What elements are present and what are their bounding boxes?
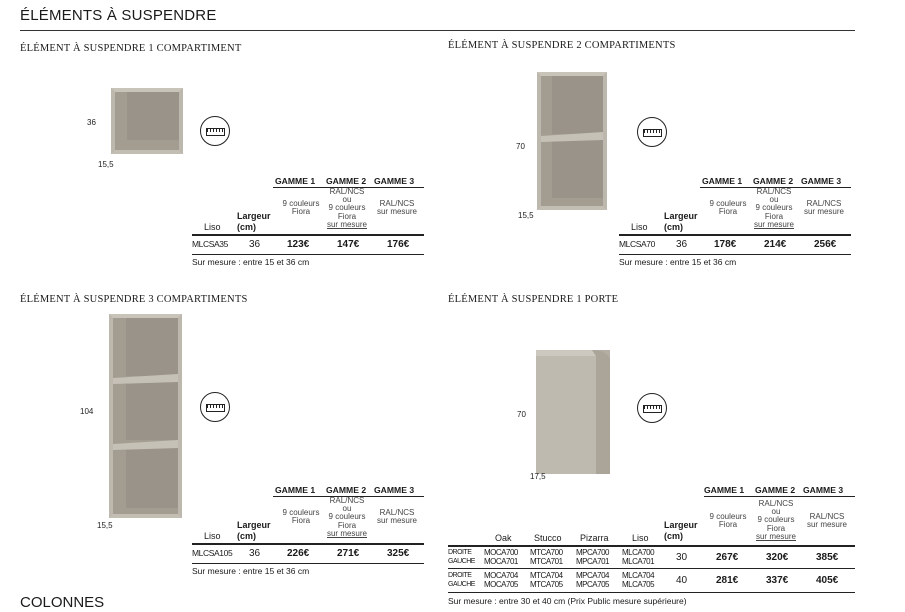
width-value: 40 <box>676 575 688 586</box>
gamme-2-header: GAMME 2 <box>753 176 794 186</box>
ruler-icon <box>637 393 667 423</box>
dim-depth: 15,5 <box>98 160 114 169</box>
price-table-3 <box>192 485 424 577</box>
section-title-2-compartiments: ÉLÉMENT À SUSPENDRE 2 COMPARTIMENTS <box>448 40 676 51</box>
width-value: 36 <box>249 548 261 559</box>
title-divider <box>20 30 855 31</box>
section-title-1-porte: ÉLÉMENT À SUSPENDRE 1 PORTE <box>448 294 619 305</box>
price-table-porte <box>448 485 855 610</box>
price-gamme-1: 281€ <box>716 575 739 586</box>
largeur-header: Largeur (cm) <box>237 211 271 232</box>
gamme-1-desc: 9 couleurs Fiora <box>709 199 747 217</box>
width-value: 30 <box>676 552 688 563</box>
custom-size-note: Sur mesure : entre 30 et 40 cm (Prix Public mesure supérieure) <box>448 596 687 606</box>
dim-depth: 15,5 <box>97 521 113 530</box>
gamme-1-desc: 9 couleurs Fiora <box>282 508 320 526</box>
reference-code: MLCSA105 <box>192 548 233 558</box>
price-gamme-2: 214€ <box>764 239 787 250</box>
ruler-icon <box>200 116 230 146</box>
gamme-1-header: GAMME 1 <box>275 176 316 186</box>
stucco-ref-cell: MTCA704 MTCA705 <box>530 571 563 589</box>
price-table-1 <box>192 176 424 268</box>
price-gamme-2: 271€ <box>337 548 360 559</box>
dim-height: 104 <box>80 407 94 416</box>
price-gamme-3: 256€ <box>814 239 837 250</box>
gamme-3-header: GAMME 3 <box>803 485 844 495</box>
price-gamme-1: 123€ <box>287 239 310 250</box>
finish-pizarra-header: Pizarra <box>580 533 609 543</box>
custom-size-note: Sur mesure : entre 15 et 36 cm <box>192 566 310 576</box>
price-gamme-2: 147€ <box>337 239 360 250</box>
largeur-header: Largeur (cm) <box>664 211 698 232</box>
price-gamme-1: 267€ <box>716 552 739 563</box>
pizarra-ref-cell: MPCA700 MPCA701 <box>576 548 609 566</box>
finish-oak-header: Oak <box>495 533 512 543</box>
next-section-title: COLONNES <box>20 594 105 611</box>
gamme-2-desc: RAL/NCS ou 9 couleurs Fiora sur mesure <box>326 187 367 229</box>
ruler-icon <box>637 117 667 147</box>
price-gamme-2: 320€ <box>766 552 789 563</box>
orientation-cell: DROITE GAUCHE <box>448 549 475 565</box>
finish-liso-header: Liso <box>204 222 221 232</box>
custom-size-note: Sur mesure : entre 15 et 36 cm <box>619 257 737 267</box>
price-gamme-3: 176€ <box>387 239 410 250</box>
price-gamme-2: 337€ <box>766 575 789 586</box>
gamme-2-header: GAMME 2 <box>755 485 796 495</box>
dim-height: 36 <box>87 118 96 127</box>
gamme-3-header: GAMME 3 <box>374 176 415 186</box>
finish-liso-header: Liso <box>631 222 648 232</box>
cabinet-2-compartiments-image <box>532 70 612 212</box>
gamme-3-desc: RAL/NCS sur mesure <box>803 199 844 217</box>
finish-liso-header: Liso <box>632 533 649 543</box>
dim-height: 70 <box>517 410 526 419</box>
gamme-1-desc: 9 couleurs Fiora <box>282 199 320 217</box>
width-value: 36 <box>249 239 261 250</box>
ruler-icon <box>200 392 230 422</box>
liso-ref-cell: MLCA704 MLCA705 <box>622 571 655 589</box>
largeur-header: Largeur (cm) <box>237 520 271 541</box>
gamme-3-header: GAMME 3 <box>801 176 842 186</box>
price-gamme-1: 226€ <box>287 548 310 559</box>
gamme-3-desc: RAL/NCS sur mesure <box>376 199 417 217</box>
gamme-2-header: GAMME 2 <box>326 176 367 186</box>
price-table-2 <box>619 176 851 268</box>
width-value: 36 <box>676 239 688 250</box>
liso-ref-cell: MLCA700 MLCA701 <box>622 548 655 566</box>
finish-stucco-header: Stucco <box>534 533 562 543</box>
oak-ref-cell: MOCA700 MOCA701 <box>484 548 518 566</box>
gamme-1-header: GAMME 1 <box>704 485 745 495</box>
reference-code: MLCSA70 <box>619 239 655 249</box>
page-title: ÉLÉMENTS À SUSPENDRE <box>20 7 217 24</box>
gamme-1-header: GAMME 1 <box>275 485 316 495</box>
dim-height: 70 <box>516 142 525 151</box>
gamme-2-desc: RAL/NCS ou 9 couleurs Fiora sur mesure <box>326 496 367 538</box>
cabinet-1-porte-image <box>532 346 616 478</box>
gamme-3-desc: RAL/NCS sur mesure <box>806 512 847 530</box>
dim-depth: 15,5 <box>518 211 534 220</box>
gamme-1-header: GAMME 1 <box>702 176 743 186</box>
gamme-3-desc: RAL/NCS sur mesure <box>376 508 417 526</box>
stucco-ref-cell: MTCA700 MTCA701 <box>530 548 563 566</box>
reference-code: MLCSA35 <box>192 239 228 249</box>
finish-liso-header: Liso <box>204 531 221 541</box>
price-gamme-1: 178€ <box>714 239 737 250</box>
custom-size-note: Sur mesure : entre 15 et 36 cm <box>192 257 310 267</box>
cabinet-1-compartiment-image <box>108 86 188 156</box>
gamme-2-header: GAMME 2 <box>326 485 367 495</box>
cabinet-3-compartiments-image <box>105 312 187 520</box>
price-gamme-3: 325€ <box>387 548 410 559</box>
section-title-3-compartiments: ÉLÉMENT À SUSPENDRE 3 COMPARTIMENTS <box>20 294 248 305</box>
price-gamme-3: 385€ <box>816 552 839 563</box>
largeur-header: Largeur (cm) <box>664 520 698 541</box>
orientation-cell: DROITE GAUCHE <box>448 572 475 588</box>
section-title-1-compartiment: ÉLÉMENT À SUSPENDRE 1 COMPARTIMENT <box>20 43 242 54</box>
gamme-1-desc: 9 couleurs Fiora <box>709 512 747 530</box>
gamme-2-desc: RAL/NCS ou 9 couleurs Fiora sur mesure <box>753 187 794 229</box>
oak-ref-cell: MOCA704 MOCA705 <box>484 571 518 589</box>
pizarra-ref-cell: MPCA704 MPCA705 <box>576 571 609 589</box>
gamme-3-header: GAMME 3 <box>374 485 415 495</box>
dim-depth: 17,5 <box>530 472 546 481</box>
price-gamme-3: 405€ <box>816 575 839 586</box>
gamme-2-desc: RAL/NCS ou 9 couleurs Fiora sur mesure <box>755 499 796 541</box>
